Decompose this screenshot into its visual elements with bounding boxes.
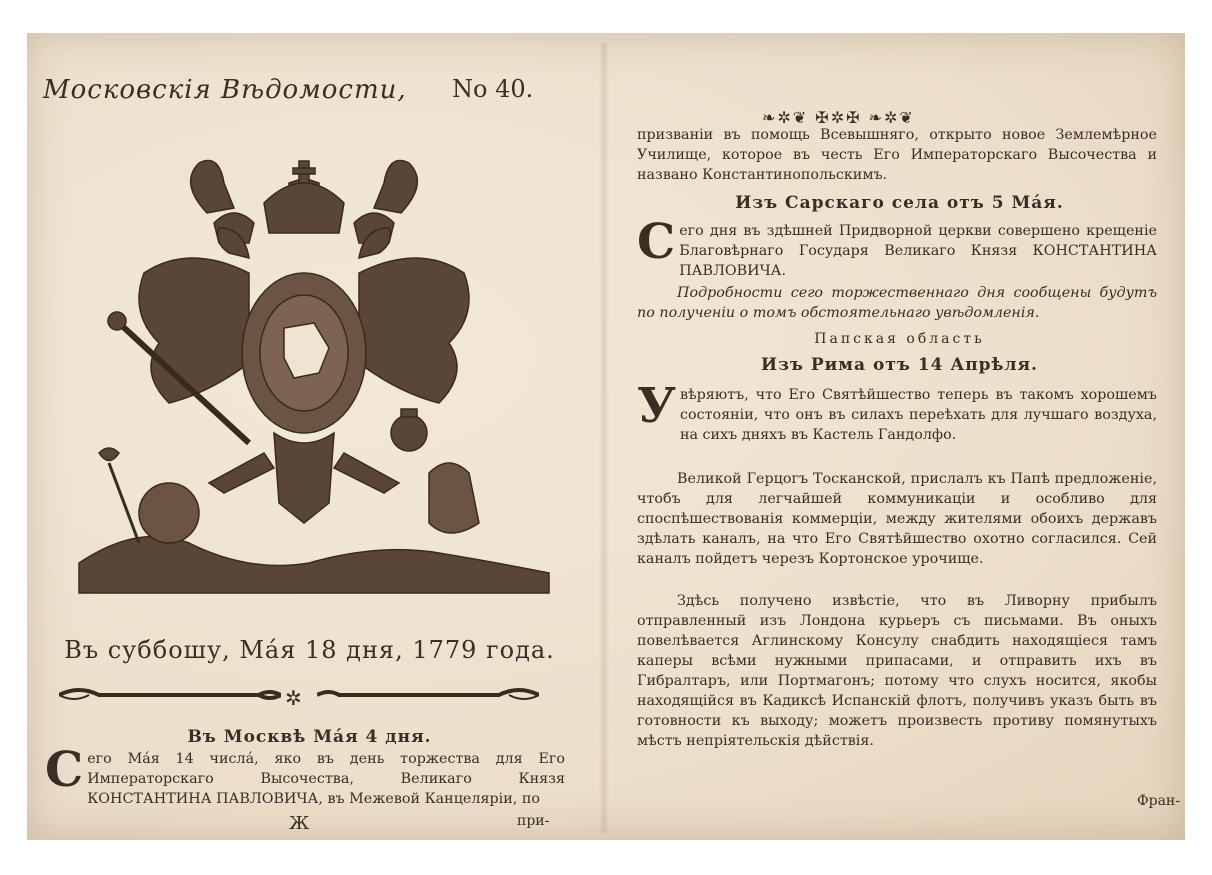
moscow-dateline: Въ Москвѣ Мáя 4 дня. xyxy=(187,727,432,747)
rome-article-p3: Здѣсь получено извѣстіе, что въ Ливорну прибылъ отправленный изъ Лондона курьеръ съ письмами. Въ оныхъ повелѣвается Аглинскому Консулу снабдить находящіеся тамъ каперы всѣми нужными припасами, и отправить ихъ въ Гибралтаръ, или Портмагонъ; потому что слухъ носится, якобы находящійся въ Кадиксѣ Испанскій флотъ, получивъ указъ быть въ готовности къ выходу; можетъ произвесть противу помянутыхъ мѣстъ непріятельскія дѣйствія. xyxy=(637,593,1157,749)
issue-date: Въ суббошу, Мáя 18 дня, 1779 года. xyxy=(64,636,555,664)
tsarskoe-selo-heading: Изъ Сарскаго села отъ 5 Мáя. xyxy=(735,193,1064,213)
ornament-star-icon: ✲ xyxy=(285,686,302,710)
right-page xyxy=(617,33,1182,840)
ornamental-rule-left xyxy=(59,685,281,705)
rome-article-text-1: вѣряютъ, что Его Святѣйшество теперь въ такомъ хорошемъ состояніи, что онъ въ силахъ переѣхать для лучшаго воздуха, на сихъ дняхъ въ Кастель Гандолфо. xyxy=(679,387,1157,443)
tsarskoe-article-text: его дня въ здѣшней Придворной церкви совершено крещеніе Благовѣрнаго Государя Великаго Князя КОНСТАНТИНА ПАВЛОВИЧА. xyxy=(679,223,1157,279)
left-page xyxy=(27,33,592,840)
tsarskoe-article xyxy=(637,214,1157,281)
rome-article-p1 xyxy=(637,378,1157,445)
page-gutter xyxy=(599,43,609,833)
continued-article: призваніи въ помощь Всевышняго, открыто новое Землемѣрное Училище, которое въ честь Его Императорскаго Высочества и названо Константинопольскимъ. xyxy=(637,127,1157,183)
rome-heading: Изъ Рима отъ 14 Апрѣля. xyxy=(761,355,1038,375)
catchword: Фран- xyxy=(1137,793,1180,809)
dropcap: С xyxy=(45,742,84,798)
moscow-article-text: его Мáя 14 числá, яко въ день торжества для Его Императорскаго Высочества, Великаго Князя КОНСТАНТИНА ПАВЛОВИЧА, въ Межевой Канцеляріи, по xyxy=(87,751,565,807)
papal-state-heading: Папская область xyxy=(814,331,985,347)
double-headed-eagle-emblem xyxy=(49,123,559,598)
rome-article-p2: Великой Герцогъ Тосканской, прислалъ къ Папѣ предложеніе, чтобъ для легчайшей коммуникаціи и особливо для споспѣшествованія коммерціи, между жителями обоихъ державъ здѣлать каналъ, на что Его Святѣйшество охотно согласился. Сей каналъ пойдетъ черезъ Кортонское урочище. xyxy=(637,471,1157,567)
dropcap: У xyxy=(637,378,676,434)
newspaper-spread xyxy=(27,33,1185,840)
top-ornament: ❧✲❦ ✠✲✠ ❧✲❦ xyxy=(762,108,915,127)
moscow-article xyxy=(45,742,565,809)
ornamental-rule-right xyxy=(317,685,539,705)
masthead-title: Московскія Вѣдомости, xyxy=(43,75,407,105)
issue-number: No 40. xyxy=(452,75,534,103)
dropcap: С xyxy=(637,214,676,270)
tsarskoe-note: Подробности сего торжественнаго дня сообщены будутъ по полученіи о томъ обстоятельнаго увѣдомленія. xyxy=(637,285,1157,321)
catchword: при- xyxy=(517,813,550,829)
ornament-glyph: Ж xyxy=(289,813,310,834)
